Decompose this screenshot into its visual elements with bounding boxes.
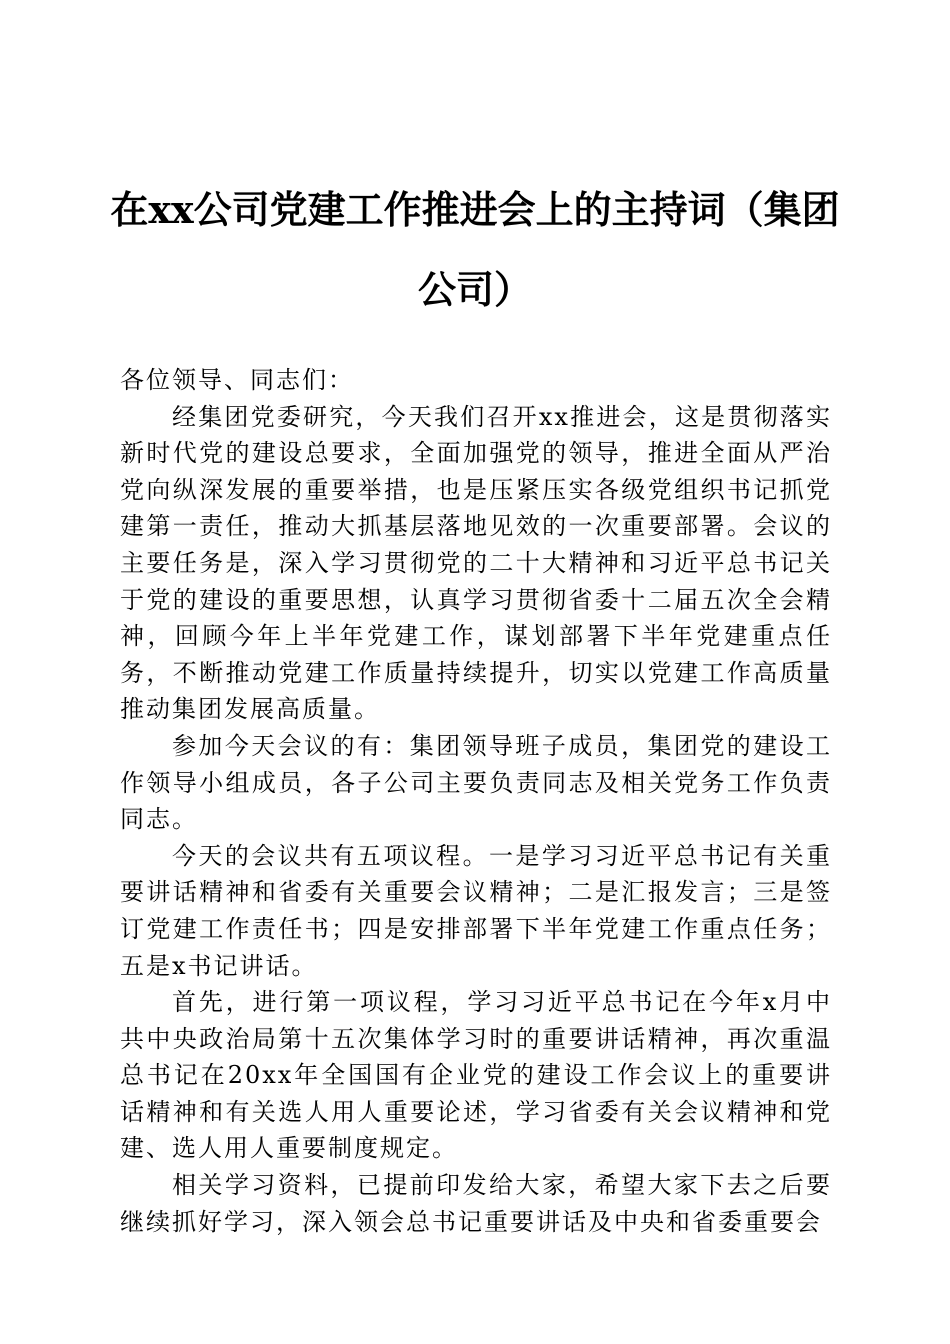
paragraph-4: 首先，进行第一项议程，学习习近平总书记在今年x月中共中央政治局第十五次集体学习时的重要讲话精神，再次重温总书记在20xx年全国国有企业党的建设工作会议上的重要讲话精神和有关选人用人重要论述，学习省委有关会议精神和党建、选人用人重要制度规定。 xyxy=(120,988,832,1163)
greeting-line: 各位领导、同志们： xyxy=(120,366,354,394)
paragraph-1: 经集团党委研究，今天我们召开xx推进会，这是贯彻落实新时代党的建设总要求，全面加强党的领导，推进全面从严治党向纵深发展的重要举措，也是压紧压实各级党组织书记抓党建第一责任，推动大抓基层落地见效的一次重要部署。会议的主要任务是，深入学习贯彻党的二十大精神和习近平总书记关于党的建设的重要思想，认真学习贯彻省委十二届五次全会精神，回顾今年上半年党建工作，谋划部署下半年党建重点任务，不断推动党建工作质量持续提升，切实以党建工作高质量推动集团发展高质量。 xyxy=(120,402,832,724)
paragraph-3: 今天的会议共有五项议程。一是学习习近平总书记有关重要讲话精神和省委有关重要会议精神；二是汇报发言；三是签订党建工作责任书；四是安排部署下半年党建工作重点任务；五是x书记讲话。 xyxy=(120,841,832,980)
document-title: 在xx公司党建工作推进会上的主持词（集团公司） xyxy=(110,187,840,312)
paragraph-2: 参加今天会议的有：集团领导班子成员，集团党的建设工作领导小组成员，各子公司主要负责同志及相关党务工作负责同志。 xyxy=(120,731,832,834)
document-body xyxy=(120,362,832,1240)
paragraph-5: 相关学习资料，已提前印发给大家，希望大家下去之后要继续抓好学习，深入领会总书记重要讲话及中央和省委重要会 xyxy=(120,1171,832,1236)
